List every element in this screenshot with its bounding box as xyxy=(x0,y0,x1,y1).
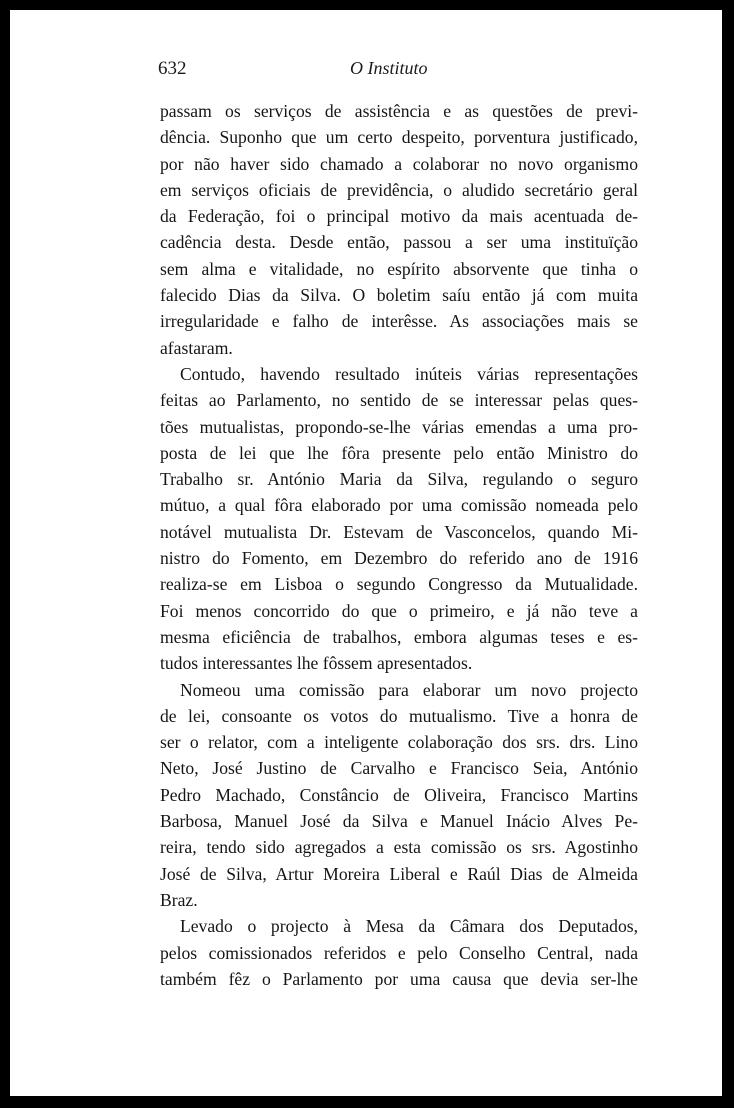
text-line: mesma eficiência de trabalhos, embora algumas teses e es- xyxy=(160,626,638,647)
text-line: passam os serviços de assistência e as questões de previ- xyxy=(160,101,638,121)
text-line: feitas ao Parlamento, no sentido de se interessar pelas ques- xyxy=(160,390,638,411)
text-line: pelos comissionados referidos e pelo Conselho Central, nada xyxy=(160,942,638,963)
text-line: José de Silva, Artur Moreira Liberal e Raúl Dias de Almeida xyxy=(160,863,638,884)
text-line: de lei, consoante os votos do mutualismo. Tive a honra de xyxy=(160,705,638,726)
text-line: Braz. xyxy=(160,889,198,910)
text-line: Nomeou uma comissão para elaborar um novo projecto xyxy=(180,679,638,700)
text-line: da Federação, foi o principal motivo da mais acentuada de- xyxy=(160,206,638,227)
text-line: irregularidade e falho de interêsse. As associações mais se xyxy=(160,311,638,332)
text-line: Foi menos concorrido do que o primeiro, e já não teve a xyxy=(160,600,638,621)
text-line: por não haver sido chamado a colaborar no novo organismo xyxy=(160,153,638,174)
text-line: reira, tendo sido agregados a esta comissão os srs. Agostinho xyxy=(160,837,638,858)
text-line: cadência desta. Desde então, passou a ser uma instituïção xyxy=(160,232,638,253)
page-frame xyxy=(8,8,724,1098)
text-line: tudos interessantes lhe fôssem apresentados. xyxy=(160,653,473,674)
text-line: também fêz o Parlamento por uma causa que devia ser-lhe xyxy=(160,968,638,989)
text-line: dência. Suponho que um certo despeito, porventura justificado, xyxy=(160,127,638,148)
text-line: notável mutualista Dr. Estevam de Vasconcelos, quando Mi- xyxy=(160,521,638,542)
page-number: 632 xyxy=(158,58,187,79)
text-line: Barbosa, Manuel José da Silva e Manuel Inácio Alves Pe- xyxy=(160,811,638,832)
text-line: Trabalho sr. António Maria da Silva, regulando o seguro xyxy=(160,469,638,490)
running-title: O Instituto xyxy=(350,58,428,78)
text-line: Levado o projecto à Mesa da Câmara dos Deputados, xyxy=(180,916,638,937)
text-line: sem alma e vitalidade, no espírito absorvente que tinha o xyxy=(160,258,638,279)
text-line: tões mutualistas, propondo-se-lhe várias emendas a uma pro- xyxy=(160,416,638,437)
text-line: afastaram. xyxy=(160,337,233,358)
text-line: mútuo, a qual fôra elaborado por uma comissão nomeada pelo xyxy=(160,495,638,516)
text-line: Contudo, havendo resultado inúteis várias representações xyxy=(180,363,638,384)
text-line: Neto, José Justino de Carvalho e Francisco Seia, António xyxy=(160,758,638,779)
body-text xyxy=(160,98,638,992)
text-line: realiza-se em Lisboa o segundo Congresso da Mutualidade. xyxy=(160,574,638,595)
text-line: em serviços oficiais de previdência, o aludido secretário geral xyxy=(160,179,638,200)
text-line: falecido Dias da Silva. O boletim saíu então já com muita xyxy=(160,285,638,306)
text-line: posta de lei que lhe fôra presente pelo então Ministro do xyxy=(160,442,638,463)
text-line: ser o relator, com a inteligente colaboração dos srs. drs. Lino xyxy=(160,732,638,753)
text-line: nistro do Fomento, em Dezembro do referido ano de 1916 xyxy=(160,548,638,569)
text-line: Pedro Machado, Constâncio de Oliveira, Francisco Martins xyxy=(160,784,638,805)
